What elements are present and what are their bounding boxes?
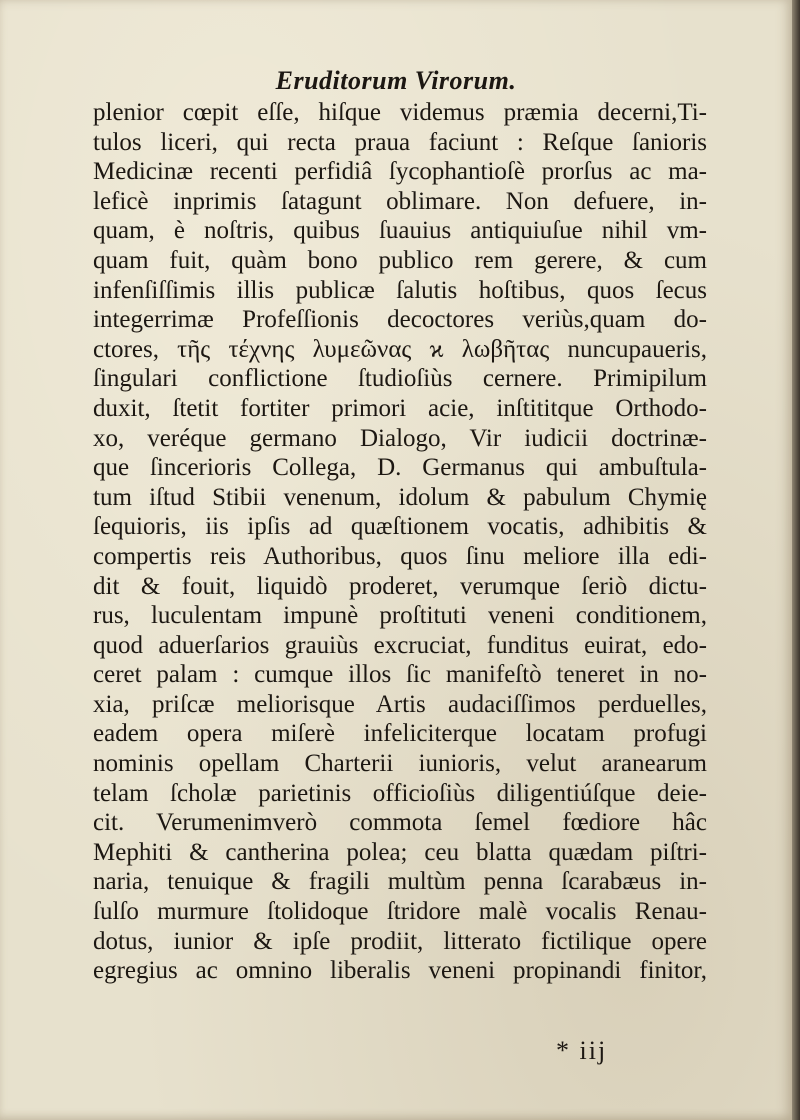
text-line: dotus, iunior & ipſe prodiit, litterato fictilique opere [93,927,707,955]
text-line: xia, priſcæ meliorisque Artis audaciſſimos perduelles, [93,690,707,718]
text-line: ſequioris, iis ipſis ad quæſtionem vocatis, adhibitis & [93,513,707,541]
text-line: dit & fouit, liquidò proderet, verumque ſeriò dictu- [93,572,707,600]
text-line: rus, luculentam impunè proſtituti veneni conditionem, [93,602,707,630]
text-line: cit. Verumenimverò commota ſemel fœdiore hâc [93,809,707,837]
text-line: Mephiti & cantherina polea; ceu blatta quædam piſtri- [93,838,707,866]
text-line: quam, è noſtris, quibus ſuauius antiquiuſue nihil vm- [93,217,707,245]
text-line: quod aduerſarios grauiùs excruciat, funditus euirat, edo- [93,631,707,659]
body-text [93,98,707,986]
text-line: nominis opellam Charterii iunioris, velut aranearum [93,750,707,778]
text-line: leficè inprimis ſatagunt oblimare. Non defuere, in- [93,187,707,215]
text-line: quam fuit, quàm bono publico rem gerere, & cum [93,246,707,274]
text-line: telam ſcholæ parietinis officioſiùs diligentiúſque deie- [93,779,707,807]
text-line: plenior cœpit eſſe, hiſque videmus præmia decerni,Ti- [93,99,707,126]
text-line: egregius ac omnino liberalis veneni propinandi finitor, [93,957,707,985]
text-line: Medicinæ recenti perfidiâ ſycophantioſè prorſus ac ma- [93,158,707,186]
text-line: eadem opera miſerè infeliciterque locatam profugi [93,720,707,748]
text-line: ſulſo murmure ſtolidoque ſtridore malè vocalis Renau- [93,898,707,926]
text-line: ceret palam : cumque illos ſic manifeſtò teneret in no- [93,661,707,689]
text-line: ctores, τῆς τέχνης λυμεῶνας ϰ λωβῆτας nuncupaueris, [93,335,707,363]
text-line: xo, veréque germano Dialogo, Vir iudicii doctrinæ- [93,424,707,452]
text-line: duxit, ſtetit fortiter primori acie, inſtititque Orthodo- [93,394,707,422]
text-line: ſingulari conflictione ſtudioſiùs cernere. Primipilum [93,365,707,393]
running-head: Eruditorum Virorum. [275,66,517,95]
text-line: tum iſtud Stibii venenum, idolum & pabulum Chymię [93,483,707,511]
page-edge [792,0,800,1120]
text-line: tulos liceri, qui recta praua faciunt : Reſque ſanioris [93,128,707,156]
text-line: integerrimæ Profeſſionis decoctores veriùs,quam do- [93,306,707,334]
text-line: infenſiſſimis illis publicæ ſalutis hoſtibus, quos ſecus [93,276,707,304]
signature-mark: * iij [556,1036,608,1065]
text-line: que ſincerioris Collega, D. Germanus qui ambuſtula- [93,454,707,482]
text-line: compertis reis Authoribus, quos ſinu meliore illa edi- [93,542,707,570]
text-line: naria, tenuique & fragili multùm penna ſcarabæus in- [93,868,707,896]
